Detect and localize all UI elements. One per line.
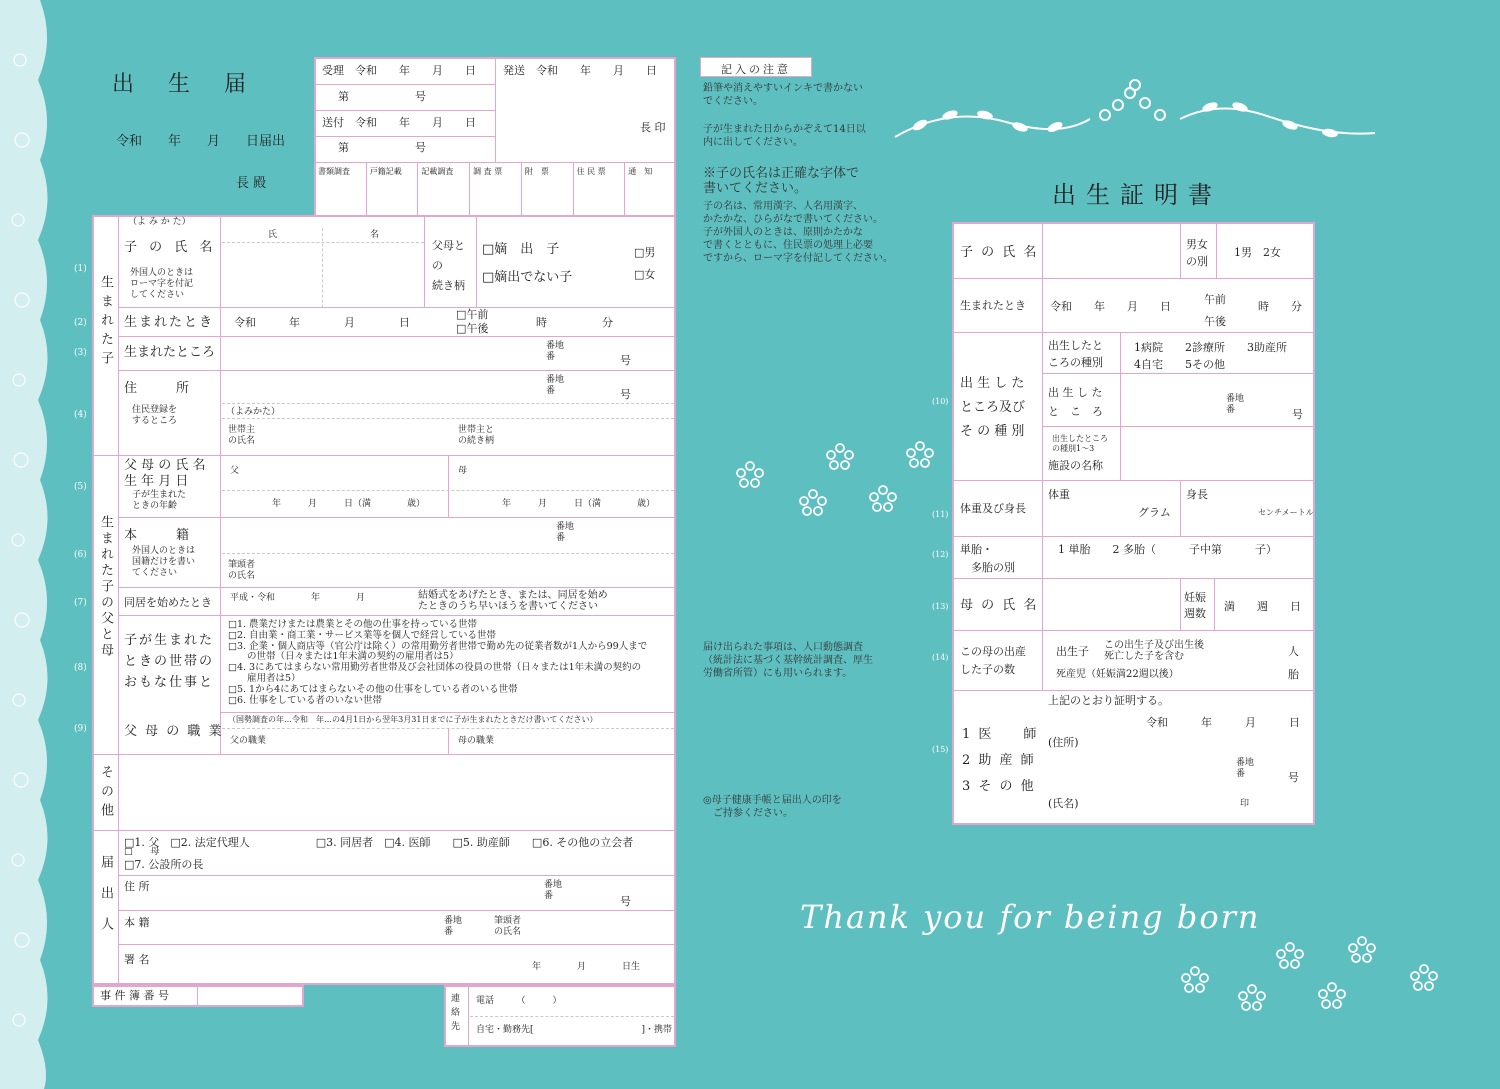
cm-unit: センチメートル <box>1258 508 1314 517</box>
received-line: 受理 令和 年 月 日 <box>322 64 476 77</box>
contact-type[interactable]: 自宅・勤務先[ ]・携帯 <box>476 1025 673 1035</box>
cert-name-label: (氏名) <box>1048 797 1079 810</box>
work-option[interactable]: □5. 1から4にあてはまらないその他の仕事をしている者のいる世帯 <box>228 683 518 695</box>
section-number: (2) <box>74 318 87 328</box>
yomikata-label: （よみかた） <box>226 407 281 417</box>
thank-you-script: Thank you for being born <box>800 898 1261 936</box>
certify-date[interactable]: 令和 年 月 日 <box>1146 716 1300 729</box>
informant-roles-mother[interactable]: □ 母 <box>124 847 160 857</box>
section-number: (14) <box>932 653 949 662</box>
father-occupation-label: 父の職業 <box>230 736 267 746</box>
certificate-title: 出生証明書 <box>1052 181 1222 209</box>
yomikata-label: （よ み か た） <box>128 217 191 227</box>
go-label: 号 <box>1292 408 1303 421</box>
born-where-label: 生まれたところ <box>124 345 216 360</box>
gestation-value[interactable]: 満 週 日 <box>1224 600 1301 613</box>
informant-address-label: 住 所 <box>124 880 150 893</box>
work-option[interactable]: □1. 農業だけまたは農業とその他の仕事を持っている世帯 <box>228 619 478 630</box>
informant-honseki-label: 本 籍 <box>124 916 150 929</box>
birth-time[interactable]: 時 分 <box>536 316 613 329</box>
parents-name-label: 父 母 の 氏 名 生 年 月 日 <box>124 458 206 489</box>
go-label: 号 <box>620 388 631 401</box>
informant-roles[interactable]: □1. 父 □2. 法定代理人 □3. 同居者 □4. 医師 □5. 助産師 □6. その他の立会者 <box>124 836 634 849</box>
work-option[interactable]: □6. 仕事をしている者のいない世帯 <box>228 694 383 706</box>
relation-label: 父母と の 続き柄 <box>432 239 465 292</box>
sent-number: 第 号 <box>338 141 426 154</box>
office-check-cell: 戸籍記載 <box>369 167 402 176</box>
banchi-label: 番地 番 <box>546 375 565 396</box>
banchi-label: 番地 番 <box>1236 758 1255 779</box>
honseki-label: 本 籍 <box>124 528 190 543</box>
pm-checkbox[interactable]: □午後 <box>456 322 489 335</box>
non-legitimate-child-checkbox[interactable]: □嫡出でない子 <box>482 270 573 285</box>
section-number: (1) <box>74 264 87 274</box>
note-name-title: ※子の氏名は正確な字体で 書いてください。 <box>703 166 860 196</box>
cert-born-when-value[interactable]: 令和 年 月 日 <box>1050 300 1171 313</box>
note-deadline: 子が生まれた日からかぞえて14日以 内に出してください。 <box>703 124 866 148</box>
group-label-informant: 届出人 <box>98 855 113 948</box>
birth-type-value[interactable]: 1 単胎 2 多胎（ 子中第 子） <box>1058 543 1277 556</box>
weight-label: 体重 <box>1048 488 1070 501</box>
cohabitation-label: 同居を始めたとき <box>124 596 212 609</box>
work-option[interactable]: □3. 企業・個人商店等（官公庁は除く）の常用勤労者世帯で勤め先の従業者数が1人から99人まで <box>228 640 648 652</box>
go-label: 号 <box>1288 771 1299 784</box>
born-when-value[interactable]: 令和 年 月 日 <box>234 316 410 329</box>
gestation-label: 妊娠 週数 <box>1184 591 1206 620</box>
place-type-options[interactable]: 1病院 2診療所 3助産所 4自宅 5その他 <box>1134 341 1287 371</box>
certifier-type[interactable]: 1 医 師 2 助 産 師 3 そ の 他 <box>962 727 1039 794</box>
sex-value[interactable]: 1男 2女 <box>1234 246 1281 259</box>
notes-header: 記入の注意 <box>700 57 812 77</box>
fetus-unit: 胎 <box>1288 668 1299 681</box>
family-head-label: 筆頭者 の氏名 <box>494 916 522 937</box>
cohabitation-note: 結婚式をあげたとき、または、同居を始め たときのうち早いほうを書いてください <box>418 590 608 612</box>
office-check-cell: 附 票 <box>524 167 549 176</box>
group-label-other: その他 <box>98 765 113 822</box>
section-number: (4) <box>74 410 87 420</box>
facility-note: 出生したところ の種別1～3 <box>1052 434 1108 453</box>
section-number: (8) <box>74 663 87 673</box>
floral-vine-decoration <box>890 75 1380 155</box>
mother-dob[interactable]: 年 月 日（満 歳） <box>502 499 656 509</box>
addressee: 長 殿 <box>236 176 267 191</box>
office-check-cell: 通 知 <box>628 167 653 176</box>
section-number: (13) <box>932 602 949 611</box>
mother-label: 母 <box>458 466 468 476</box>
flower-cluster-decoration <box>725 435 945 525</box>
occupation-note: （国勢調査の年…令和 年…の4月1日から翌年3月31日までに子が生まれたときだけ書いてください） <box>228 715 598 724</box>
note-name-body: 子の名は、常用漢字、人名用漢字、 かたかな、ひらがなで書いてください。 子が外国人のときは、原則かたかな で書くとともに、住民票の処理上必要 ですから、ローマ字を付記してください。 <box>703 201 893 264</box>
householder-relation-label: 世帯主と の続き柄 <box>458 425 495 446</box>
form-title: 出 生 届 <box>112 72 253 97</box>
father-label: 父 <box>230 466 240 476</box>
am-checkbox[interactable]: □午前 <box>456 308 489 321</box>
household-work-label: 子が生まれた ときの世帯の おもな仕事と <box>124 633 215 690</box>
work-option: 雇用者は5） <box>228 673 301 684</box>
weight-height-label: 体重及び身長 <box>960 502 1026 515</box>
birth-place-label: 出 生 し た ところ及び そ の 種 別 <box>960 376 1026 439</box>
section-number: (11) <box>932 510 949 519</box>
gram-unit: グラム <box>1138 506 1171 519</box>
note-pencil: 鉛筆や消えやすいインキで書かない でください。 <box>703 83 863 107</box>
family-head-label: 筆頭者 の氏名 <box>228 560 256 581</box>
facility-name-label: 施設の名称 <box>1048 459 1103 472</box>
office-check-cell: 書類調査 <box>318 167 350 176</box>
contact-label: 連絡先 <box>451 994 461 1032</box>
mother-occupation-label: 母の職業 <box>458 736 495 746</box>
stillbirth-label: 死産児（妊娠満22週以後） <box>1056 669 1179 680</box>
female-checkbox[interactable]: □女 <box>634 268 656 281</box>
occupation-label: 父 母 の 職 業 <box>124 724 224 739</box>
dispatch-line: 発送 令和 年 月 日 <box>503 64 657 77</box>
banchi-label: 番地 番 <box>546 341 565 362</box>
birth-place-sublabel: 出 生 し た と こ ろ <box>1048 386 1103 418</box>
banchi-label: 番地 番 <box>544 880 563 901</box>
office-check-cell: 住 民 票 <box>576 167 606 176</box>
seal-mark: 印 <box>1240 799 1250 809</box>
surname-label: 氏 <box>268 230 278 240</box>
note-statistics: 届け出られた事項は、人口動態調査 （統計法に基づく基幹統計調査、厚生 労働省所管）にも用いられます。 <box>703 642 873 679</box>
cert-mother-name-label: 母 の 氏 名 <box>960 598 1039 613</box>
householder-name-label: 世帯主 の氏名 <box>228 425 256 446</box>
group-label-parents: 生まれた子の父と母 <box>98 515 113 659</box>
section-number: (12) <box>932 550 949 559</box>
section-number: (5) <box>74 482 87 492</box>
cert-child-name-label: 子 の 氏 名 <box>960 245 1039 260</box>
born-when-label: 生まれたとき <box>124 315 215 330</box>
father-dob[interactable]: 年 月 日（満 歳） <box>272 499 426 509</box>
section-number: (9) <box>74 724 87 734</box>
banchi-label: 番地 番 <box>444 916 463 937</box>
parents-age-note: 子が生まれた ときの年齢 <box>132 490 187 511</box>
go-label: 号 <box>620 895 631 908</box>
place-type-label: 出生したと ころの種別 <box>1048 339 1103 369</box>
cohabitation-date[interactable]: 平成・令和 年 月 <box>230 593 366 603</box>
given-name-label: 名 <box>370 230 380 240</box>
flower-cluster-decoration <box>1170 930 1450 1020</box>
signature-label: 署 名 <box>124 953 150 966</box>
contact-phone[interactable]: 電話 （ ） <box>476 996 562 1006</box>
note-bring-items: ◎母子健康手帳と届出人の印を ご持参ください。 <box>703 795 842 819</box>
section-number: (10) <box>932 397 949 406</box>
work-option[interactable]: □2. 自由業・商工業・サービス業等を個人で経営している世帯 <box>228 629 497 641</box>
born-children-note: この出生子及び出生後 死亡した子を含む <box>1104 640 1204 662</box>
section-number: (15) <box>932 745 949 754</box>
group-label-child: 生まれた子 <box>98 275 113 370</box>
address-note: 住民登録を するところ <box>132 405 178 426</box>
honseki-note: 外国人のときは 国籍だけを書い てください <box>132 546 196 578</box>
go-label: 号 <box>620 354 631 367</box>
male-checkbox[interactable]: □男 <box>634 246 656 259</box>
section-number: (6) <box>74 550 87 560</box>
seal-label: 長 印 <box>640 121 666 134</box>
certify-statement: 上記のとおり証明する。 <box>1048 694 1169 707</box>
section-number: (7) <box>74 598 87 608</box>
informant-roles-office[interactable]: □7. 公設所の長 <box>124 858 204 871</box>
birth-type-label: 単胎・ 多胎の別 <box>960 543 1015 574</box>
work-option[interactable]: □4. 3にあてはまらない常用勤労者世帯及び会社団体の役員の世帯（日々または1年未満の契約の <box>228 662 642 674</box>
child-name-note: 外国人のときは ローマ字を付記 してください <box>130 268 194 300</box>
legitimate-child-checkbox[interactable]: □嫡 出 子 <box>482 242 560 257</box>
banchi-label: 番地 番 <box>1226 394 1245 415</box>
section-number: (3) <box>74 348 87 358</box>
born-children-label: 出生子 <box>1056 645 1089 658</box>
lace-border-decoration <box>0 0 62 1089</box>
office-check-cell: 調 査 票 <box>473 167 503 176</box>
sent-line: 送付 令和 年 月 日 <box>322 116 476 129</box>
child-name-label: 子 の 氏 名 <box>124 240 217 255</box>
am-pm-label: 午前 午後 <box>1204 293 1226 328</box>
case-number-label: 事 件 簿 番 号 <box>100 989 169 1002</box>
received-number: 第 号 <box>338 90 426 103</box>
banchi-label: 番地 番 <box>556 522 575 543</box>
person-unit: 人 <box>1288 645 1299 658</box>
cert-time[interactable]: 時 分 <box>1258 300 1302 313</box>
cert-address-label: (住所) <box>1048 736 1079 749</box>
filed-date[interactable]: 令和 年 月 日届出 <box>116 134 286 149</box>
sex-label: 男女 の別 <box>1186 238 1208 268</box>
children-count-label: この母の出産 した子の数 <box>960 645 1026 676</box>
office-check-cell: 記載調査 <box>421 167 454 176</box>
address-label: 住 所 <box>124 381 190 396</box>
signature-birth-date[interactable]: 年 月 日生 <box>532 962 641 972</box>
height-label: 身長 <box>1186 488 1208 501</box>
cert-born-when-label: 生まれたとき <box>960 299 1026 312</box>
work-option: の世帯（日々または1年未満の契約の雇用者は5） <box>228 651 459 663</box>
